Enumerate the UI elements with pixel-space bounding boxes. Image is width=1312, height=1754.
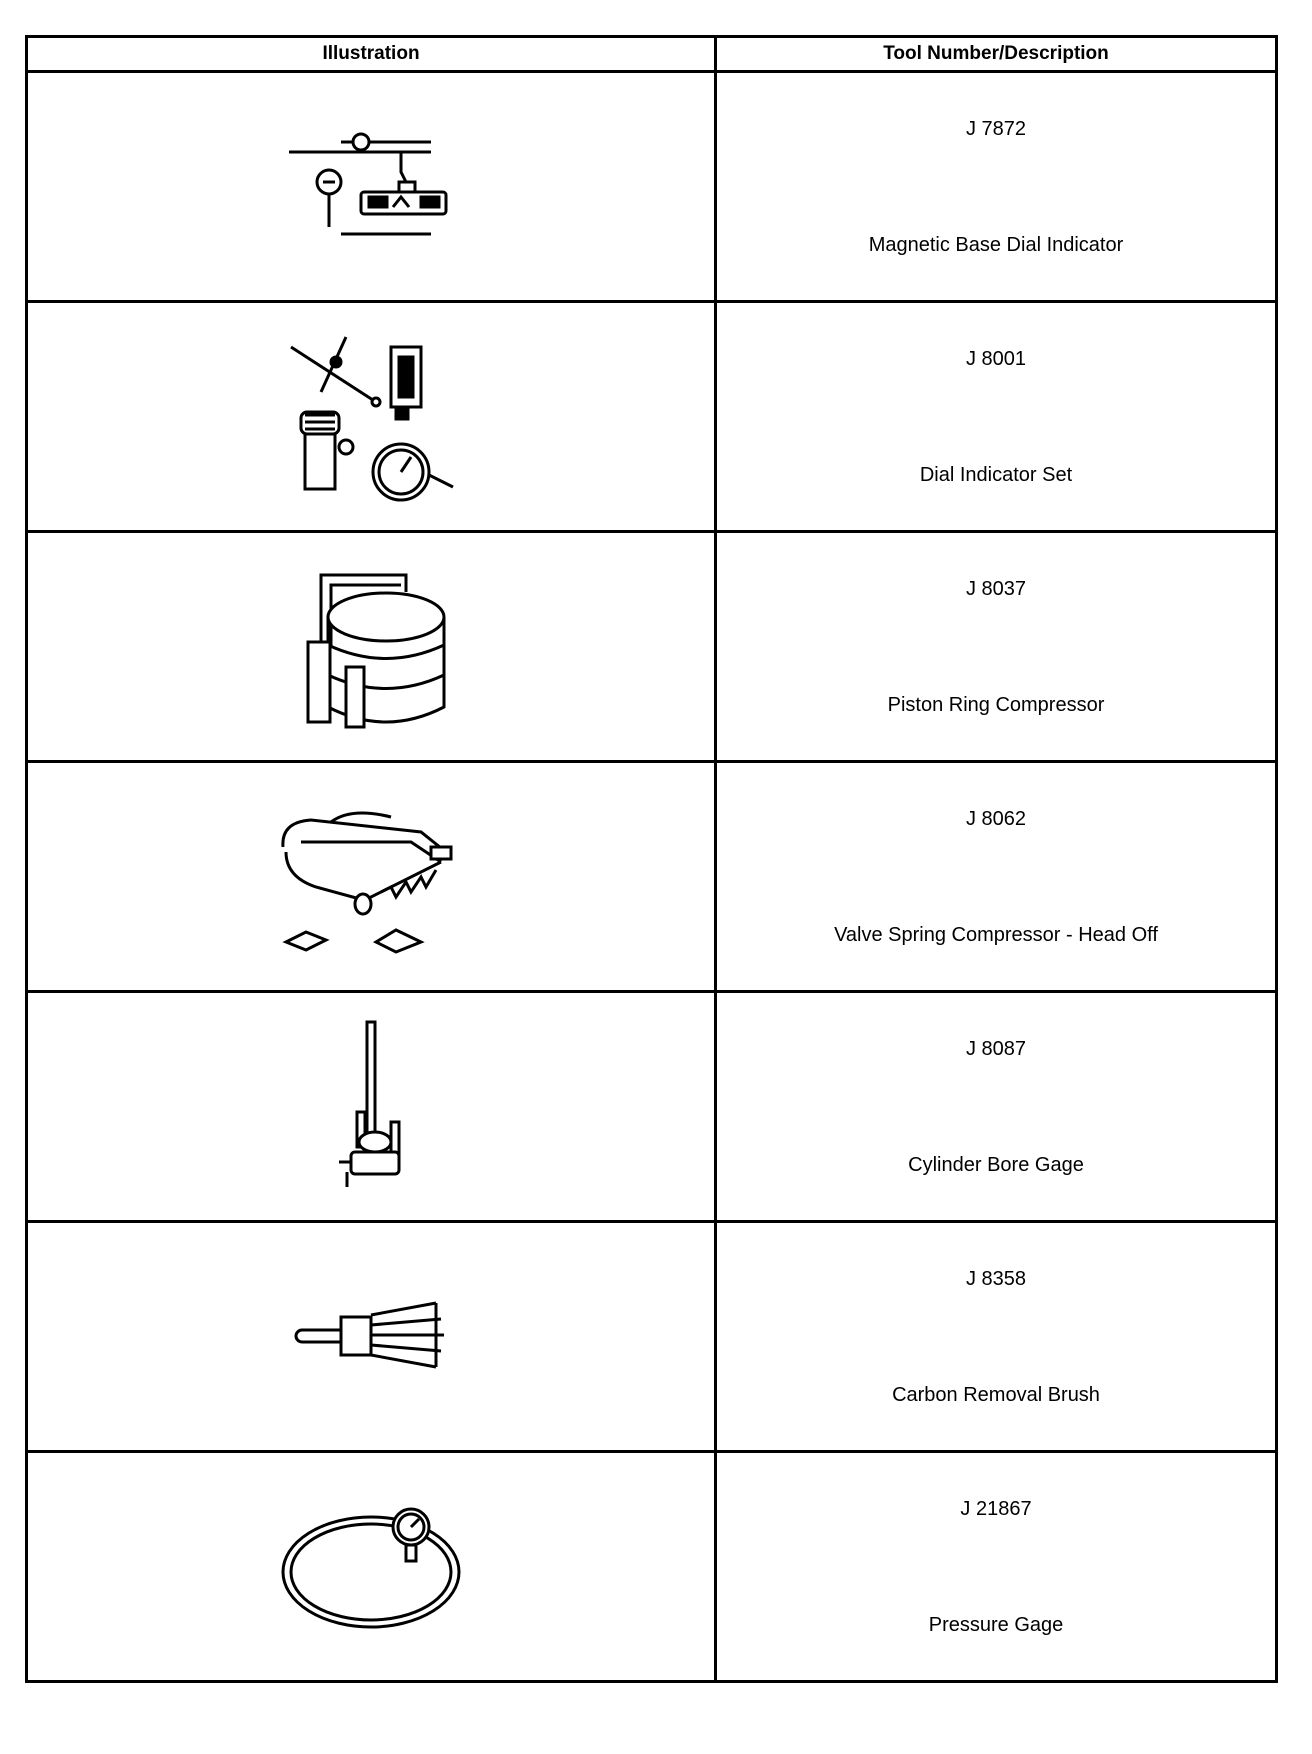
illustration-cell [27,302,716,532]
tool-description: Dial Indicator Set [919,464,1073,486]
illustration-cell [27,72,716,302]
description-cell [716,532,1277,762]
table-row [27,72,1277,302]
illustration-cell [27,1222,716,1452]
pressure-gage-icon [276,1497,466,1637]
description-cell [716,302,1277,532]
dial-indicator-set-icon [281,327,461,507]
illustration-cell [27,1452,716,1682]
header-row [27,37,1277,72]
table-row [27,1452,1277,1682]
illustration-cell [27,992,716,1222]
table-row [27,992,1277,1222]
tool-number: J 7872 [965,118,1027,140]
description-cell [716,1452,1277,1682]
tool-description: Valve Spring Compressor - Head Off [834,924,1158,946]
description-cell [716,992,1277,1222]
tool-number: J 8062 [965,808,1027,830]
piston-ring-compressor-icon [286,557,456,737]
tool-number: J 8037 [965,578,1027,600]
illustration-cell [27,532,716,762]
tool-number: J 8001 [965,348,1027,370]
carbon-removal-brush-icon [286,1297,456,1377]
magnetic-base-dial-indicator-icon [281,127,461,247]
header-illustration: Illustration [27,37,716,72]
tool-number: J 8358 [965,1268,1027,1290]
table-row [27,762,1277,992]
table-row [27,302,1277,532]
tool-description: Carbon Removal Brush [892,1384,1100,1406]
description-cell [716,72,1277,302]
tool-description: Pressure Gage [928,1614,1064,1636]
description-cell [716,762,1277,992]
cylinder-bore-gage-icon [321,1017,421,1197]
illustration-cell [27,762,716,992]
tool-description: Magnetic Base Dial Indicator [868,234,1124,256]
header-tool-number-description: Tool Number/Description [716,37,1277,72]
tool-description: Piston Ring Compressor [887,694,1105,716]
tool-number: J 21867 [960,1498,1032,1520]
description-cell [716,1222,1277,1452]
table-row [27,1222,1277,1452]
tools-table [25,35,1278,1683]
tool-number: J 8087 [965,1038,1027,1060]
tool-description: Cylinder Bore Gage [908,1154,1084,1176]
table-row [27,532,1277,762]
valve-spring-compressor-icon [271,792,471,962]
